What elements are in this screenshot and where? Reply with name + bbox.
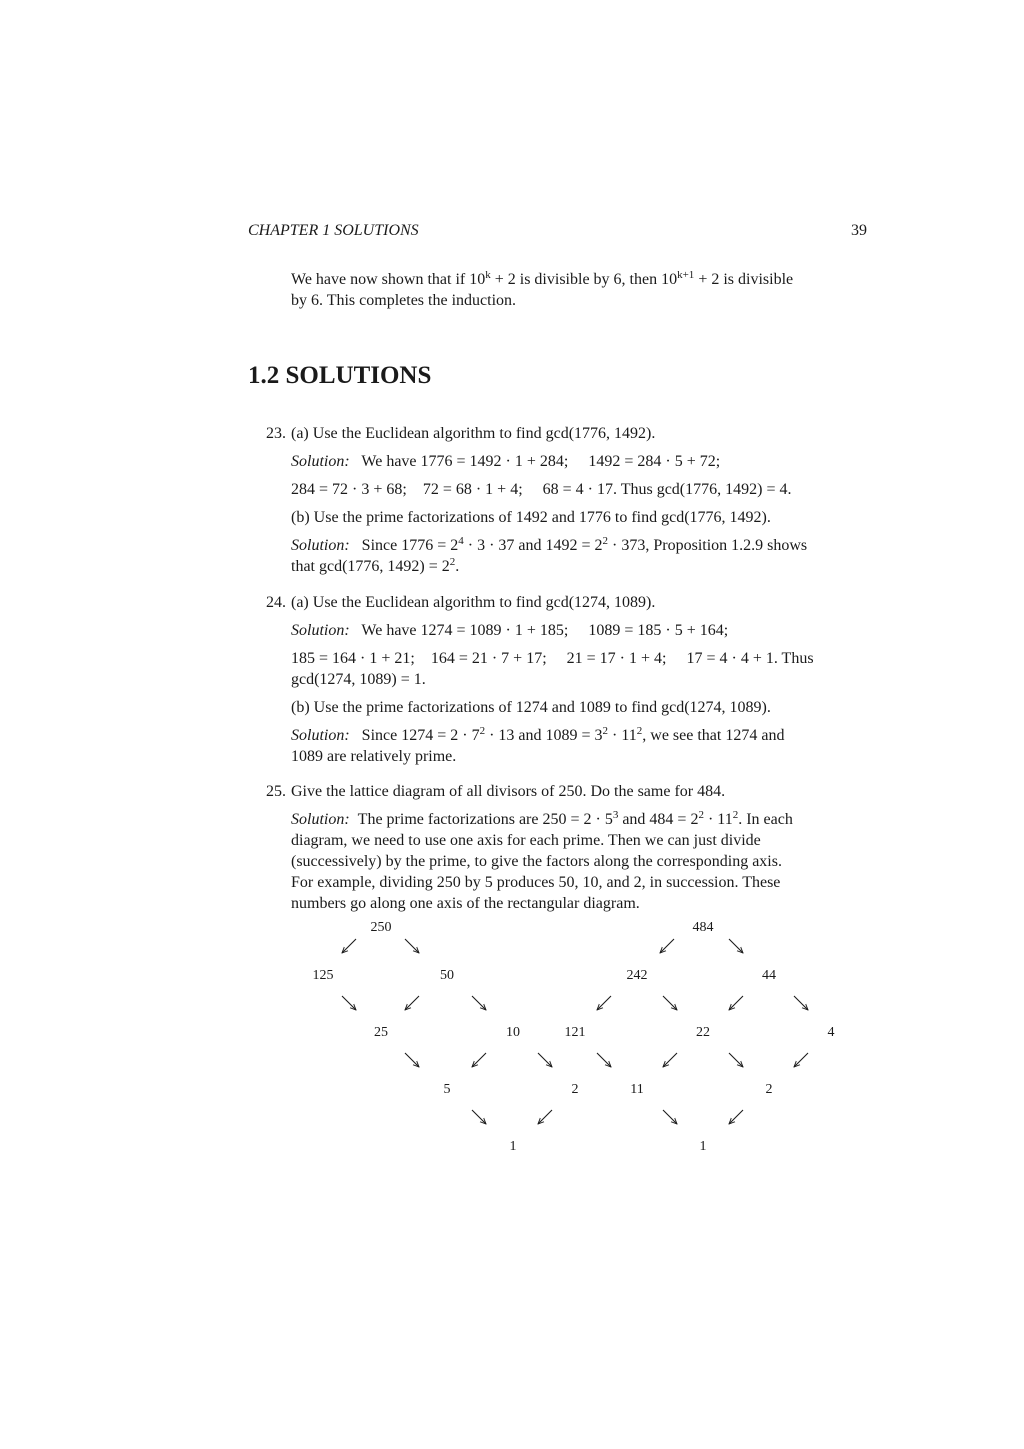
lattice-arrow <box>342 996 356 1010</box>
p25-solution-line-4: For example, dividing 250 by 5 produces 50, 10, and 2, in succession. These <box>291 874 781 891</box>
lattice-arrow <box>597 1053 611 1067</box>
problem-number-23: 23. <box>266 425 286 442</box>
lattice-node-4: 4 <box>827 1025 835 1040</box>
p24-question-b: (b) Use the prime factorizations of 1274 and 1089 to find gcd(1274, 1089). <box>291 699 771 716</box>
lattice-node-121: 121 <box>564 1025 586 1040</box>
lattice-arrow <box>342 939 356 953</box>
lattice-arrow <box>472 996 486 1010</box>
p24-question-a: (a) Use the Euclidean algorithm to find gcd(1274, 1089). <box>291 594 656 611</box>
intro-line-1: We have now shown that if $10^k + 2$ is divisible by 6, then $10^{k+1} + 2$ is divisible <box>291 269 794 288</box>
lattice-arrow <box>663 1110 677 1124</box>
lattice-arrow <box>729 1110 743 1124</box>
lattice-arrow <box>472 1110 486 1124</box>
p25-solution-line-5: numbers go along one axis of the rectangular diagram. <box>291 895 640 912</box>
lattice-arrow <box>794 1053 808 1067</box>
intro-line-2: by 6. This completes the induction. <box>291 292 517 309</box>
lattice-arrow <box>405 996 419 1010</box>
lattice-node-484: 484 <box>692 920 714 935</box>
lattice-node-125: 125 <box>312 968 334 983</box>
lattice-arrow <box>405 939 419 953</box>
lattice-node-22: 22 <box>696 1025 710 1040</box>
p23-question-b: (b) Use the prime factorizations of 1492 and 1776 to find gcd(1776, 1492). <box>291 509 771 526</box>
p24-solution-a-line-1: Solution: We have 1274 = 1089 · 1 + 185; 1089 = 185 · 5 + 164; <box>291 622 729 639</box>
p23-question-a: (a) Use the Euclidean algorithm to find gcd(1776, 1492). <box>291 425 656 442</box>
page-number: 39 <box>851 222 867 239</box>
p25-solution-line-3: (successively) by the prime, to give the factors along the corresponding axis. <box>291 853 782 870</box>
lattice-node-44: 44 <box>762 968 776 983</box>
p23-solution-a-line-1: Solution: We have 1776 = 1492 · 1 + 284; 1492 = 284 · 5 + 72; <box>291 453 721 470</box>
lattice-node-242: 242 <box>626 968 648 983</box>
p25-question: Give the lattice diagram of all divisors of 250. Do the same for 484. <box>291 783 726 800</box>
lattice-arrow <box>538 1053 552 1067</box>
lattice-arrow <box>472 1053 486 1067</box>
lattice-node-5: 5 <box>443 1082 451 1097</box>
lattice-arrow <box>597 996 611 1010</box>
section-title: 1.2 SOLUTIONS <box>248 362 432 389</box>
lattice-arrow <box>663 1053 677 1067</box>
p23-solution-b-line-1: Solution: Since $1776 = 2^4 \cdot 3 \cdot 37$ and $1492 = 2^2 \cdot 373$, Proposition 1.2.9 shows <box>291 535 808 554</box>
lattice-arrow <box>794 996 808 1010</box>
problem-number-24: 24. <box>266 594 286 611</box>
p24-solution-a-line-2: 185 = 164 · 1 + 21; 164 = 21 · 7 + 17; 21 = 17 · 1 + 4; 17 = 4 · 4 + 1. Thus <box>291 650 814 667</box>
p23-solution-a-line-2: 284 = 72 · 3 + 68; 72 = 68 · 1 + 4; 68 = 4 · 17. Thus gcd(1776, 1492) = 4. <box>291 481 792 498</box>
lattice-node-2b: 2 <box>765 1082 773 1097</box>
lattice-node-50: 50 <box>440 968 454 983</box>
running-head: CHAPTER 1 SOLUTIONS <box>248 222 419 239</box>
lattice-node-25: 25 <box>374 1025 388 1040</box>
p24-solution-b-line-2: 1089 are relatively prime. <box>291 748 457 765</box>
lattice-arrow <box>729 996 743 1010</box>
lattice-node-1: 1 <box>509 1139 517 1154</box>
p25-solution-line-1: Solution: The prime factorizations are $250 = 2 \cdot 5^3$ and $484 = 2^2 \cdot 11^2$. In each <box>291 809 793 828</box>
lattice-arrow <box>663 996 677 1010</box>
lattice-node-10: 10 <box>506 1025 520 1040</box>
p25-solution-line-2: diagram, we need to use one axis for each prime. Then we can just divide <box>291 832 761 849</box>
lattice-node-250: 250 <box>370 920 392 935</box>
lattice-arrow <box>729 1053 743 1067</box>
lattice-node-2: 2 <box>571 1082 579 1097</box>
lattice-arrow <box>538 1110 552 1124</box>
lattice-arrow <box>660 939 674 953</box>
p24-solution-a-line-3: gcd(1274, 1089) = 1. <box>291 671 426 688</box>
p24-solution-b-line-1: Solution: Since $1274 = 2 \cdot 7^2 \cdot 13$ and $1089 = 3^2 \cdot 11^2$, we see that 1274 and <box>291 725 785 744</box>
lattice-node-11: 11 <box>630 1082 644 1097</box>
lattice-arrow <box>729 939 743 953</box>
problem-number-25: 25. <box>266 783 286 800</box>
p23-solution-b-line-2: that gcd(1776, $1492) = 2^2$. <box>291 556 460 575</box>
lattice-arrow <box>405 1053 419 1067</box>
lattice-node-1b: 1 <box>699 1139 707 1154</box>
